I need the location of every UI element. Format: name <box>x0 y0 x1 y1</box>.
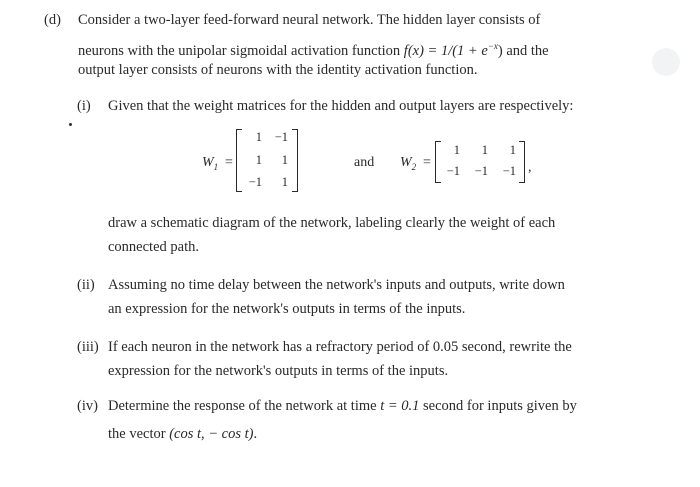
part-iv-line-1-prefix: Determine the response of the network at time <box>108 398 377 414</box>
activation-function <box>404 43 498 59</box>
part-iv-label: (iv) <box>77 398 98 414</box>
w2-cell-r2-c2: −1 <box>474 164 488 178</box>
part-i-after-line-2: connected path. <box>108 239 199 255</box>
w2-trailing-comma: , <box>528 160 532 175</box>
w1-cell-r3-c2: 1 <box>281 175 288 189</box>
part-d-line-2-suffix: ) and the <box>497 43 549 59</box>
w1-cell-r1-c1: 1 <box>255 130 262 144</box>
part-d-line-2-prefix: neurons with the unipolar sigmoidal activation function <box>78 43 401 59</box>
part-iv-line-2 <box>108 425 257 443</box>
w2-label <box>400 155 416 172</box>
w1-right-bracket <box>292 129 298 192</box>
part-d-line-3: output layer consists of neurons with the identity activation function. <box>78 62 478 78</box>
part-i-text: Given that the weight matrices for the hidden and output layers are respectively: <box>108 98 574 114</box>
part-iv-line-1 <box>108 397 577 415</box>
part-iv-line-1-suffix: second for inputs given by <box>423 398 577 414</box>
w1-equals: = <box>225 155 233 170</box>
part-d-label: (d) <box>44 12 61 28</box>
w1-left-bracket <box>236 129 242 192</box>
w1-cell-r3-c1: −1 <box>248 175 262 189</box>
part-ii-line-2: an expression for the network's outputs in terms of the inputs. <box>108 301 466 317</box>
w1-symbol: W <box>202 155 214 170</box>
w2-matrix <box>435 141 525 183</box>
w2-cell-r1-c3: 1 <box>509 143 516 157</box>
w2-right-bracket <box>519 141 525 183</box>
activation-function-body: f(x) = 1/(1 + e <box>403 43 488 59</box>
w2-cell-r2-c3: −1 <box>502 164 516 178</box>
part-i-after-line-1: draw a schematic diagram of the network, labeling clearly the weight of each <box>108 215 556 231</box>
w1-label <box>202 155 218 172</box>
part-iii-line-2: expression for the network's outputs in terms of the inputs. <box>108 363 449 379</box>
part-iv-line-2-prefix: the vector <box>108 426 166 442</box>
w2-equals: = <box>423 155 431 170</box>
w2-symbol: W <box>400 155 412 170</box>
w1-cell-r2-c2: 1 <box>281 153 288 167</box>
time-expression: t = 0.1 <box>380 398 420 414</box>
w1-subscript: 1 <box>213 162 219 172</box>
w2-cell-r1-c1: 1 <box>453 143 460 157</box>
part-ii-label: (ii) <box>77 277 95 293</box>
activation-function-exponent: −x <box>487 41 498 51</box>
w2-cell-r2-c1: −1 <box>446 164 460 178</box>
w1-cell-r1-c2: −1 <box>274 130 288 144</box>
part-iv-line-2-suffix: . <box>253 426 258 442</box>
scan-smudge <box>652 48 680 76</box>
part-iii-label: (iii) <box>77 339 99 355</box>
part-iii-line-1: If each neuron in the network has a refractory period of 0.05 second, rewrite the <box>108 339 572 355</box>
part-ii-line-1: Assuming no time delay between the network's inputs and outputs, write down <box>108 277 565 293</box>
pen-mark <box>69 123 72 126</box>
part-i-label: (i) <box>77 98 91 114</box>
part-d-line-2 <box>78 37 549 60</box>
w2-subscript: 2 <box>411 162 417 172</box>
part-d-line-1: Consider a two-layer feed-forward neural network. The hidden layer consists of <box>78 12 541 28</box>
w2-cell-r1-c2: 1 <box>481 143 488 157</box>
w1-matrix <box>236 129 298 192</box>
and-word: and <box>354 155 375 170</box>
w2-left-bracket <box>435 141 441 183</box>
input-vector: (cos t, − cos t) <box>169 426 254 442</box>
w1-cell-r2-c1: 1 <box>255 153 262 167</box>
